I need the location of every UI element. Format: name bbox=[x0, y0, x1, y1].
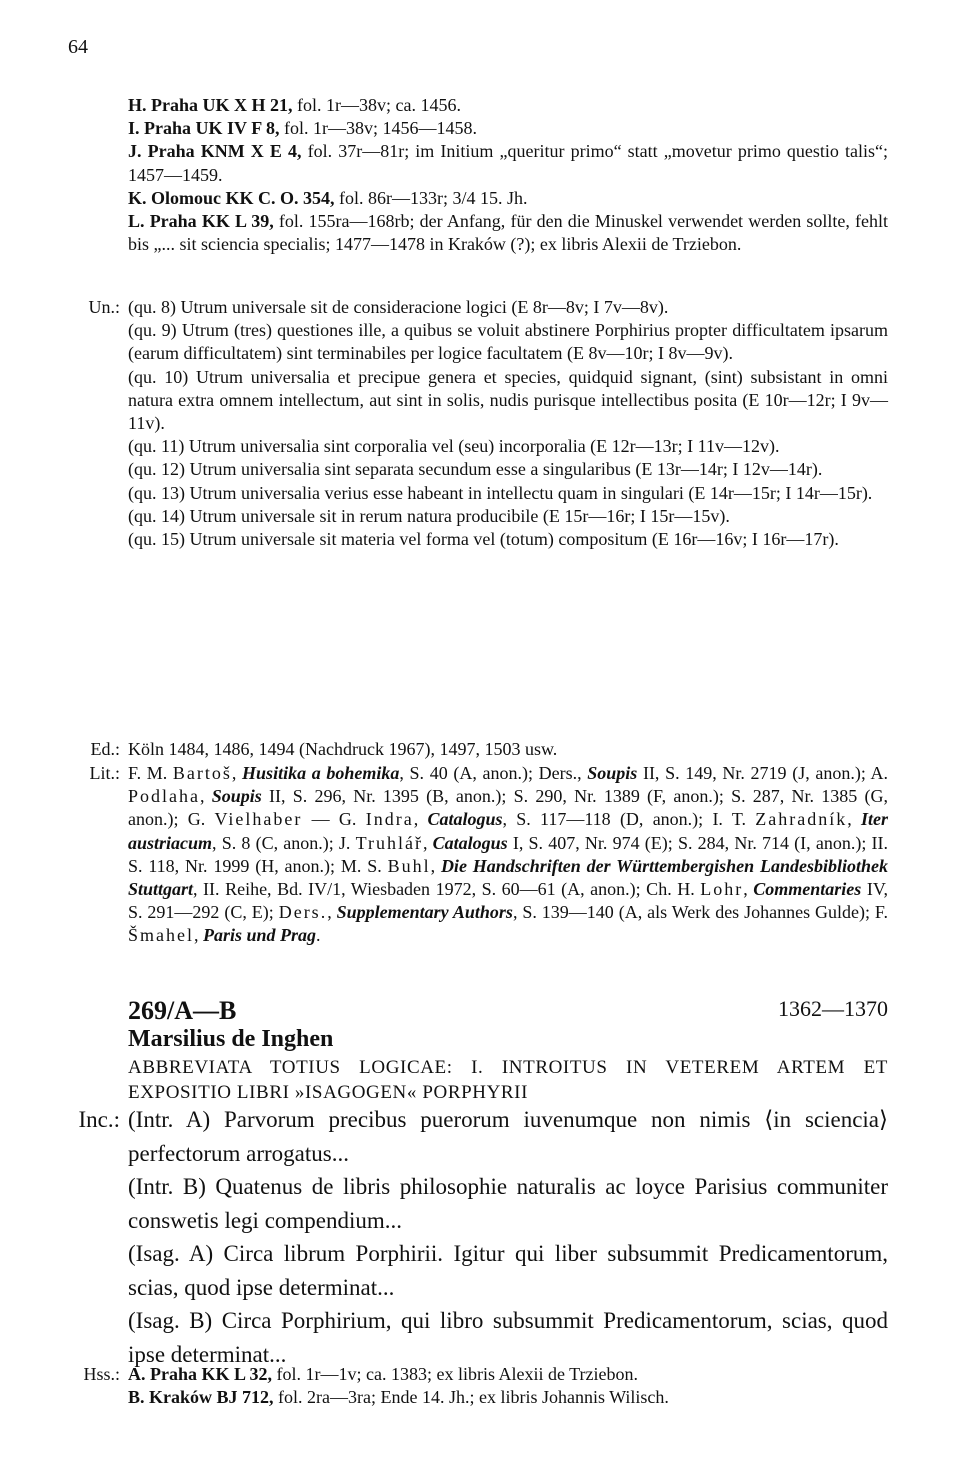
manuscripts-entries bbox=[128, 1363, 888, 1409]
author-name: Vielhaber bbox=[214, 809, 303, 830]
siglum: J. bbox=[128, 141, 142, 162]
author-name: Podlaha bbox=[128, 786, 200, 807]
work-title: Soupis bbox=[587, 763, 638, 783]
manuscript-details: fol. 1r—38v; ca. 1456. bbox=[292, 95, 461, 115]
question-item: (qu. 9) Utrum (tres) questiones ille, a quibus se voluit abstinere Porphirius propter difficultatem ipsarum (earum difficultatem) sint terminabiles per logice facultatem (E 8v—10r; I 8v—9v). bbox=[128, 320, 888, 364]
author-name: Indra bbox=[365, 809, 414, 830]
manuscript-entry-j bbox=[128, 140, 888, 186]
siglum: L. bbox=[128, 211, 145, 232]
entry-number: 269/A—B bbox=[128, 996, 237, 1025]
question-item: (qu. 10) Utrum universalia et precipue genera et species, quidquid signant, (sint) subsistant in omni natura extra omnem intellectum, aut sint in solis, nudis purisque intellectibus posita (E 10r—12r; I 9v—11v). bbox=[128, 366, 888, 434]
incipit-item: (Isag. A) Circa librum Porphirii. Igitur qui liber subsummit Predicamentorum, scias, quod ipse determinat... bbox=[128, 1241, 888, 1300]
entry-title: ABBREVIATA TOTIUS LOGICAE: I. INTROITUS IN VETEREM ARTEM ET EXPOSITIO LIBRI »ISAGOGEN« PORPHYRII bbox=[128, 1057, 888, 1103]
manuscript-entry-i bbox=[128, 117, 888, 140]
page-number: 64 bbox=[68, 36, 88, 58]
editions-text: Köln 1484, 1486, 1494 (Nachdruck 1967), 1497, 1503 usw. bbox=[128, 739, 558, 759]
incipit-item: (Isag. B) Circa Porphirium, qui libro subsummit Predicamentorum, scias, quod ipse determinat... bbox=[128, 1308, 888, 1367]
question-item: (qu. 8) Utrum universale sit de consideracione logici (E 8r—8v; I 7v—8v). bbox=[128, 297, 669, 317]
work-title: Iter austriacum bbox=[128, 809, 889, 853]
library-shelfmark: Praha KNM X E 4, bbox=[147, 141, 302, 162]
question-item: (qu. 14) Utrum universale sit in rerum natura producibile (E 15r—16r; I 15r—15v). bbox=[128, 505, 730, 526]
section-label-lit: Lit.: bbox=[89, 763, 120, 783]
section-label-inc: Inc.: bbox=[78, 1107, 120, 1132]
author-name: Bartoš bbox=[172, 763, 232, 783]
incipit-item: (Intr. A) Parvorum precibus puerorum iuvenumque non nimis ⟨in sciencia⟩ perfectorum arrogatus... bbox=[128, 1107, 888, 1166]
manuscript-details: fol. 1r—38v; 1456—1458. bbox=[279, 118, 478, 139]
questions-section bbox=[0, 296, 960, 551]
work-title: Husitika a bohemika bbox=[242, 763, 400, 783]
manuscripts-section bbox=[0, 1363, 960, 1409]
manuscript-entry-k bbox=[128, 187, 888, 210]
siglum: K. bbox=[128, 187, 147, 208]
work-title: Commentaries bbox=[753, 879, 862, 900]
incipit-item: (Intr. B) Quatenus de libris philosophie naturalis ac loyce Parisius communiter conswetis legi compendium... bbox=[128, 1174, 888, 1233]
work-title: Die Handschriften der Württembergishen Landesbibliothek Stuttgart bbox=[128, 855, 889, 900]
library-shelfmark: Praha UK X H 21, bbox=[151, 95, 293, 115]
question-item: (qu. 11) Utrum universalia sint corporalia vel (seu) incorporalia (E 12r—13r; I 11v—12v). bbox=[128, 436, 780, 457]
library-shelfmark: Olomouc KK C. O. 354, bbox=[151, 187, 335, 208]
manuscripts-entries bbox=[128, 94, 888, 256]
siglum: I. bbox=[128, 118, 140, 139]
section-label-ed: Ed.: bbox=[90, 739, 120, 759]
author-name: Lohr bbox=[700, 879, 744, 900]
incipits-list bbox=[128, 1103, 888, 1371]
siglum: H. bbox=[128, 95, 147, 115]
section-label-hss: Hss.: bbox=[83, 1364, 120, 1384]
library-shelfmark: Praha UK IV F 8, bbox=[144, 118, 280, 139]
author-name: Šmahel bbox=[128, 925, 194, 946]
manuscript-details: fol. 2ra—3ra; Ende 14. Jh.; ex libris Johannis Wilisch. bbox=[273, 1387, 669, 1408]
library-shelfmark: Kraków BJ 712, bbox=[149, 1387, 274, 1408]
work-title: Supplementary Authors bbox=[336, 902, 513, 923]
manuscript-entry-h bbox=[128, 94, 888, 117]
library-shelfmark: Praha KK L 39, bbox=[149, 211, 274, 232]
manuscript-details: fol. 155ra—168rb; der Anfang, für den die Minuskel verwendet werden sollte, fehlt bis „... sit sciencia specialis; 1477—1478 in Kraków (?); ex libris Alexii de Trziebon. bbox=[128, 211, 889, 255]
manuscript-entry-l bbox=[128, 210, 888, 256]
manuscript-details: fol. 1r—1v; ca. 1383; ex libris Alexii de Trziebon. bbox=[272, 1364, 638, 1384]
library-shelfmark: Praha KK L 32, bbox=[150, 1364, 273, 1384]
work-title: Catalogus bbox=[432, 832, 508, 853]
questions-list bbox=[128, 296, 888, 551]
question-item: (qu. 12) Utrum universalia sint separata secundum esse a singularibus (E 13r—14r; I 12v—14r). bbox=[128, 459, 823, 480]
literature-text: F. M. Bartoš, Husitika a bohemika, S. 40 (A, anon.); Ders., Soupis II, S. 149, Nr. 2719 (J, anon.); A. Podlaha, Soupis II, S. 296, Nr. 1395 (B, anon.); S. 290, Nr. 1389 (F, anon.); S. 287, Nr. 1385 (G, anon.); G. Vielhaber — G. Indra, Catalogus, S. 117—118 (D, anon.); I. T. Zahradník, Iter austriacum, S. 8 (C, anon.); J. Truhlář, Catalogus I, S. 407, Nr. 974 (E); S. 284, Nr. 714 (I, anon.); II. S. 118, Nr. 1999 (H, anon.); M. S. Buhl, Die Handschriften der Württembergishen Landesbibliothek Stuttgart, II. Reihe, Bd. IV/1, Wiesbaden 1972, S. 60—61 (A, anon.); Ch. H. Lohr, Commentaries IV, S. 291—292 (C, E); Ders., Supplementary Authors, S. 139—140 (A, als Werk des Johannes Gulde); F. Šmahel, Paris und Prag. bbox=[128, 763, 889, 946]
author-name: Buhl bbox=[387, 855, 431, 876]
question-item: (qu. 15) Utrum universale sit materia vel forma vel (totum) compositum (E 16r—16v; I 16r—17r). bbox=[128, 529, 839, 550]
author-name: Zahradník bbox=[755, 809, 848, 830]
author-name: Truhlář bbox=[355, 832, 423, 853]
question-item: (qu. 13) Utrum universalia verius esse habeant in intellectu quam in singulari (E 14r—15r; I 14r—15r). bbox=[128, 482, 873, 503]
incipits-section bbox=[0, 1103, 960, 1371]
section-label-un: Un.: bbox=[88, 297, 120, 317]
work-title: Soupis bbox=[211, 786, 262, 807]
manuscripts-list-continued bbox=[0, 94, 960, 256]
work-title: Catalogus bbox=[427, 809, 503, 830]
siglum: B. bbox=[128, 1387, 145, 1408]
manuscript-entry-a bbox=[128, 1363, 888, 1386]
entry-heading bbox=[128, 996, 888, 1026]
author-name: Ders. bbox=[278, 902, 328, 923]
entry-date: 1362—1370 bbox=[778, 996, 888, 1021]
work-title: Paris und Prag bbox=[203, 925, 317, 946]
manuscript-details: fol. 86r—133r; 3/4 15. Jh. bbox=[334, 187, 528, 208]
entry-author: Marsilius de Inghen bbox=[128, 1026, 334, 1052]
manuscript-details: fol. 37r—81r; im Initium „queritur primo“ statt „movetur primo questio talis“; 1457—1459. bbox=[128, 141, 889, 185]
editions-section bbox=[0, 738, 960, 761]
siglum: A. bbox=[128, 1364, 146, 1384]
literature-section bbox=[0, 762, 960, 948]
manuscript-entry-b bbox=[128, 1386, 888, 1409]
